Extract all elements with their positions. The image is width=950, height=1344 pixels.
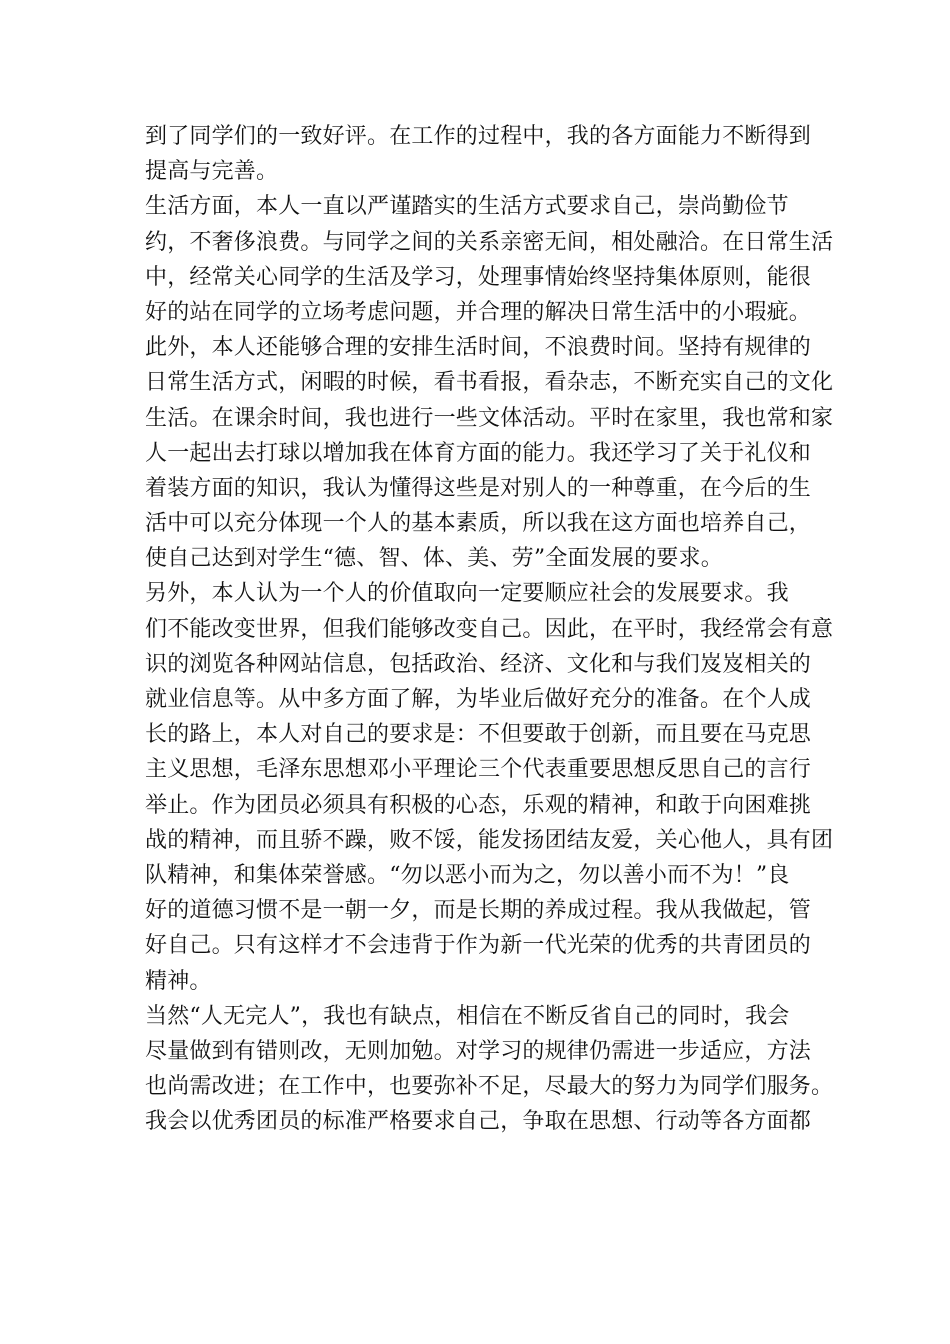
body-text bbox=[145, 119, 834, 1139]
text-line: 尽量做到有错则改，无则加勉。对学习的规律仍需进一步适应，方法 bbox=[145, 1038, 812, 1064]
text-line: 战的精神，而且骄不躁，败不馁，能发扬团结友爱，关心他人，具有团 bbox=[145, 827, 834, 853]
text-line: 我会以优秀团员的标准严格要求自己，争取在思想、行动等各方面都 bbox=[145, 1109, 812, 1135]
text-line: 就业信息等。从中多方面了解，为毕业后做好充分的准备。在个人成 bbox=[145, 687, 812, 712]
text-line: 举止。作为团员必须具有积极的心态，乐观的精神，和敢于向困难挑 bbox=[145, 792, 812, 818]
paragraph-start-line: 当然“人无完人”，我也有缺点，相信在不断反省自己的同时，我会 bbox=[145, 1003, 790, 1029]
text-line: 也尚需改进；在工作中，也要弥补不足，尽最大的努力为同学们服务。 bbox=[145, 1074, 834, 1100]
text-line: 队精神，和集体荣誉感。“勿以恶小而为之，勿以善小而不为！”良 bbox=[145, 862, 790, 888]
text-line: 好的道德习惯不是一朝一夕，而是长期的养成过程。我从我做起，管 bbox=[145, 898, 812, 924]
text-line: 识的浏览各种网站信息，包括政治、经济、文化和与我们岌岌相关的 bbox=[145, 651, 812, 677]
text-line: 提高与完善。 bbox=[145, 159, 279, 185]
text-line: 们不能改变世界，但我们能够改变自己。因此，在平时，我经常会有意 bbox=[145, 616, 834, 642]
paragraph-start-line: 另外，本人认为一个人的价值取向一定要顺应社会的发展要求。我 bbox=[145, 581, 789, 607]
text-line: 生活。在课余时间，我也进行一些文体活动。平时在家里，我也常和家 bbox=[145, 405, 834, 431]
paragraph-start-line: 生活方面，本人一直以严谨踏实的生活方式要求自己，崇尚勤俭节 bbox=[145, 194, 789, 220]
text-line: 好自己。只有这样才不会违背于作为新一代光荣的优秀的共青团员的 bbox=[145, 933, 812, 959]
text-line: 着装方面的知识，我认为懂得这些是对别人的一种尊重，在今后的生 bbox=[145, 475, 812, 501]
text-line: 主义思想，毛泽东思想邓小平理论三个代表重要思想反思自己的言行 bbox=[145, 757, 812, 783]
text-line: 好的站在同学的立场考虑问题，并合理的解决日常生活中的小瑕疵。 bbox=[145, 299, 812, 325]
text-line: 活中可以充分体现一个人的基本素质，所以我在这方面也培养自己， bbox=[145, 511, 812, 537]
text-line: 使自己达到对学生“德、智、体、美、劳”全面发展的要求。 bbox=[145, 546, 723, 572]
text-line: 长的路上，本人对自己的要求是：不但要敢于创新，而且要在马克思 bbox=[145, 722, 812, 748]
text-line: 人一起出去打球以增加我在体育方面的能力。我还学习了关于礼仪和 bbox=[145, 440, 812, 466]
text-line: 中，经常关心同学的生活及学习，处理事情始终坚持集体原则，能很 bbox=[145, 264, 812, 290]
text-line: 此外，本人还能够合理的安排生活时间，不浪费时间。坚持有规律的 bbox=[145, 335, 812, 361]
text-line: 精神。 bbox=[145, 968, 212, 994]
text-line: 日常生活方式，闲暇的时候，看书看报，看杂志，不断充实自己的文化 bbox=[145, 370, 834, 396]
text-line: 约，不奢侈浪费。与同学之间的关系亲密无间，相处融洽。在日常生活 bbox=[145, 229, 834, 255]
text-line: 到了同学们的一致好评。在工作的过程中，我的各方面能力不断得到 bbox=[145, 124, 812, 149]
